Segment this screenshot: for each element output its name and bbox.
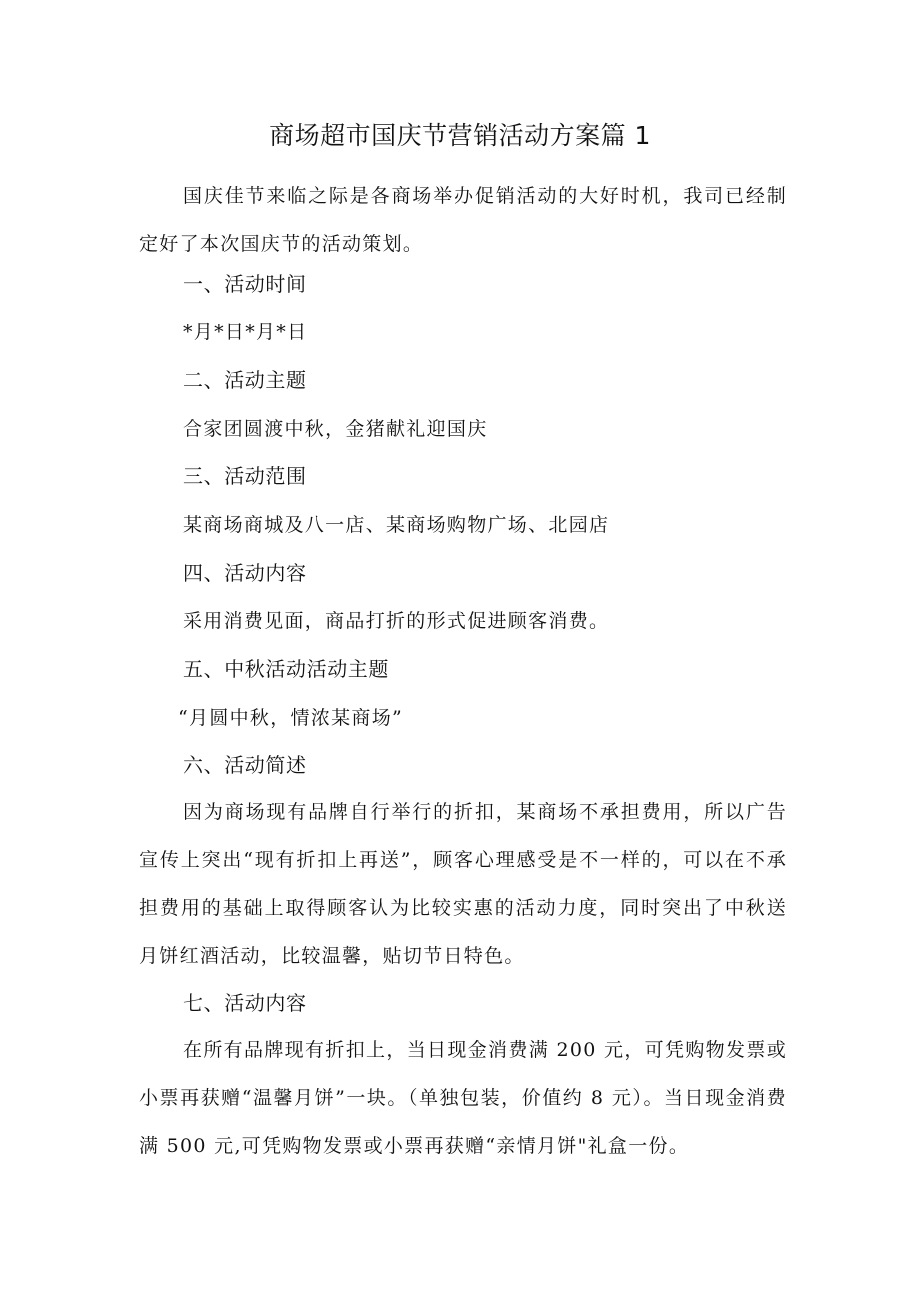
section-body-4: 采用消费见面，商品打折的形式促进顾客消费。	[183, 610, 610, 632]
section-heading-7: 七、活动内容	[183, 991, 307, 1015]
section-heading-2: 二、活动主题	[183, 368, 307, 392]
intro-paragraph: 国庆佳节来临之际是各商场举办促销活动的大好时机，我司已经制定好了本次国庆节的活动策划。	[139, 185, 787, 255]
section-body-7: 在所有品牌现有折扣上，当日现金消费满 200 元，可凭购物发票或小票再获赠“温馨月饼”一块。（单独包装，价值约 8 元）。当日现金消费满 500 元,可凭购物发票或小票再获赠“亲情月饼"礼盒一份。	[139, 1039, 787, 1157]
section-heading-6: 六、活动简述	[183, 753, 307, 777]
section-body-3: 某商场商城及八一店、某商场购物广场、北园店	[183, 514, 610, 536]
section-heading-1: 一、活动时间	[183, 272, 307, 296]
section-heading-3: 三、活动范围	[183, 464, 307, 488]
document-title: 商场超市国庆节营销活动方案篇 1	[269, 121, 651, 150]
section-body-5: “月圆中秋，情浓某商场”	[178, 707, 404, 729]
section-body-6: 因为商场现有品牌自行举行的折扣，某商场不承担费用，所以广告宣传上突出“现有折扣上再送”，顾客心理感受是不一样的，可以在不承担费用的基础上取得顾客认为比较实惠的活动力度，同时突出了中秋送月饼红酒活动，比较温馨，贴切节日特色。	[139, 801, 787, 967]
section-body-1: *月*日*月*日	[183, 321, 308, 343]
section-heading-4: 四、活动内容	[183, 561, 307, 585]
section-body-2: 合家团圆渡中秋，金猪献礼迎国庆	[183, 418, 488, 440]
section-heading-5: 五、中秋活动活动主题	[183, 657, 389, 681]
